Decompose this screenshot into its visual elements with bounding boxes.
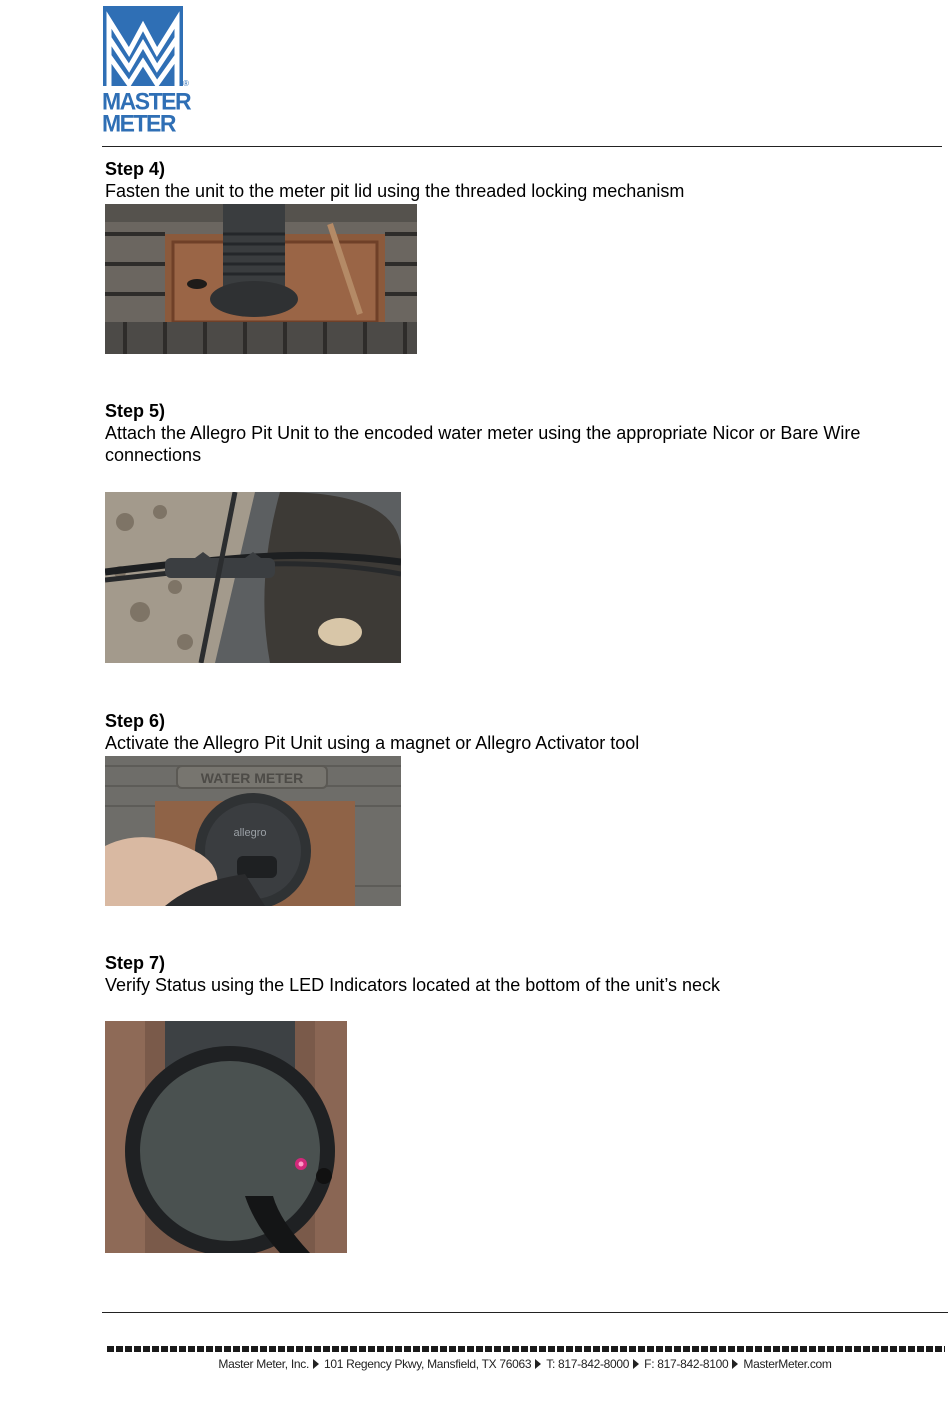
step-6 [105, 710, 945, 754]
step-4 [105, 158, 945, 202]
footer-contact [0, 1357, 950, 1371]
logo-registered-mark: ® [183, 79, 189, 88]
step-5 [105, 400, 945, 466]
step-7-photo [105, 1021, 347, 1253]
step-text: Attach the Allegro Pit Unit to the encoded water meter using the appropriate Nicor or Bare Wire connections [105, 423, 861, 465]
footer-rule [102, 1312, 948, 1313]
triangle-separator-icon [313, 1359, 319, 1369]
step-6-photo [105, 756, 401, 906]
header-rule [102, 146, 942, 147]
step-5-photo [105, 492, 401, 663]
step-text: Activate the Allegro Pit Unit using a magnet or Allegro Activator tool [105, 733, 640, 753]
logo-word-meter: METER [102, 109, 175, 137]
footer-dash-band [107, 1346, 945, 1352]
footer-address: 101 Regency Pkwy, Mansfield, TX 76063 [324, 1357, 532, 1371]
lid-embossed-text: WATER METER [200, 770, 304, 786]
triangle-separator-icon [633, 1359, 639, 1369]
step-text: Verify Status using the LED Indicators located at the bottom of the unit’s neck [105, 975, 721, 995]
step-title: Step 7) [105, 953, 166, 973]
step-title: Step 4) [105, 159, 166, 179]
logo-word-master: MASTER [102, 87, 191, 115]
logo-mark-icon [103, 6, 183, 86]
master-meter-logo [102, 6, 192, 137]
step-4-photo [105, 204, 417, 354]
step-title: Step 6) [105, 711, 166, 731]
footer-fax: F: 817-842-8100 [644, 1357, 729, 1371]
unit-label-text: allegro [233, 827, 267, 839]
triangle-separator-icon [535, 1359, 541, 1369]
footer-company: Master Meter, Inc. [218, 1357, 310, 1371]
step-text: Fasten the unit to the meter pit lid using the threaded locking mechanism [105, 181, 685, 201]
step-7 [105, 952, 945, 996]
triangle-separator-icon [732, 1359, 738, 1369]
step-title: Step 5) [105, 401, 166, 421]
footer-phone: T: 817-842-8000 [546, 1357, 630, 1371]
footer-website-link[interactable]: MasterMeter.com [743, 1357, 832, 1371]
